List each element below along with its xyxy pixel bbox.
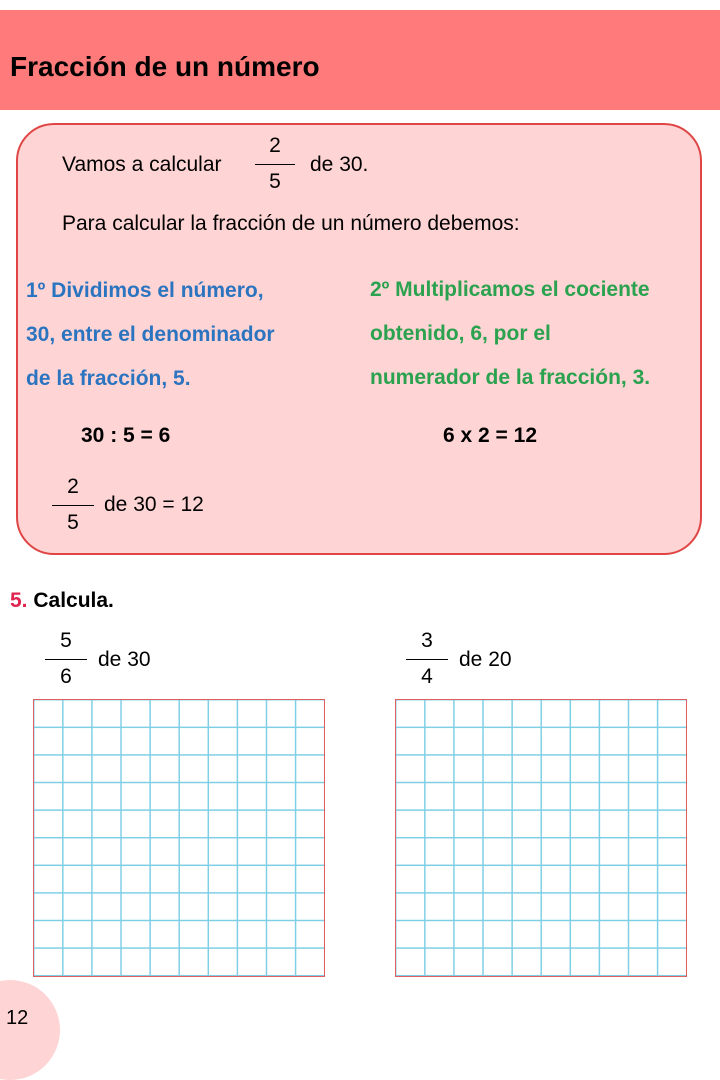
exercise-denominator: 4 (421, 665, 433, 688)
intro-after-text: de 30. (310, 153, 369, 176)
exercise-title: Calcula. (33, 589, 114, 612)
step1-line: de la fracción, 5. (26, 367, 191, 390)
result-denominator: 5 (67, 511, 79, 534)
instruction-text: Para calcular la fracción de un número debemos: (62, 212, 520, 235)
answer-grid-2[interactable] (395, 699, 687, 977)
fraction-bar (406, 659, 448, 660)
page-number: 12 (6, 1007, 29, 1029)
step2-line: numerador de la fracción, 3. (370, 366, 651, 389)
answer-grid-1[interactable] (33, 699, 325, 977)
division-operation: 30 : 5 = 6 (81, 424, 171, 447)
exercise-text-2: de 20 (459, 648, 512, 671)
fraction-bar (45, 659, 87, 660)
result-numerator: 2 (67, 475, 79, 498)
page-title: Fracción de un número (10, 51, 320, 82)
exercise-fraction-1 (45, 628, 87, 690)
intro-text: Vamos a calcular (62, 153, 222, 176)
intro-denominator: 5 (269, 170, 281, 193)
step2-line: 2º Multiplicamos el cociente (370, 278, 650, 301)
fraction-bar (255, 164, 295, 165)
step2-line: obtenido, 6, por el (370, 322, 551, 345)
multiplication-operation: 6 x 2 = 12 (443, 424, 537, 447)
exercise-number: 5. (10, 589, 28, 612)
intro-numerator: 2 (269, 134, 281, 157)
intro-fraction (255, 133, 295, 195)
result-fraction (52, 474, 94, 536)
result-text: de 30 = 12 (104, 493, 204, 516)
exercise-numerator: 5 (60, 629, 72, 652)
exercise-fraction-2 (406, 628, 448, 690)
exercise-text-1: de 30 (98, 648, 151, 671)
fraction-bar (52, 505, 94, 506)
exercise-numerator: 3 (421, 629, 433, 652)
step2-block (370, 277, 650, 409)
step1-block (26, 278, 275, 410)
page-number-circle (0, 980, 60, 1080)
exercise-denominator: 6 (60, 665, 72, 688)
step1-line: 30, entre el denominador (26, 323, 275, 346)
step1-line: 1º Dividimos el número, (26, 279, 264, 302)
exercise-heading (10, 588, 114, 614)
